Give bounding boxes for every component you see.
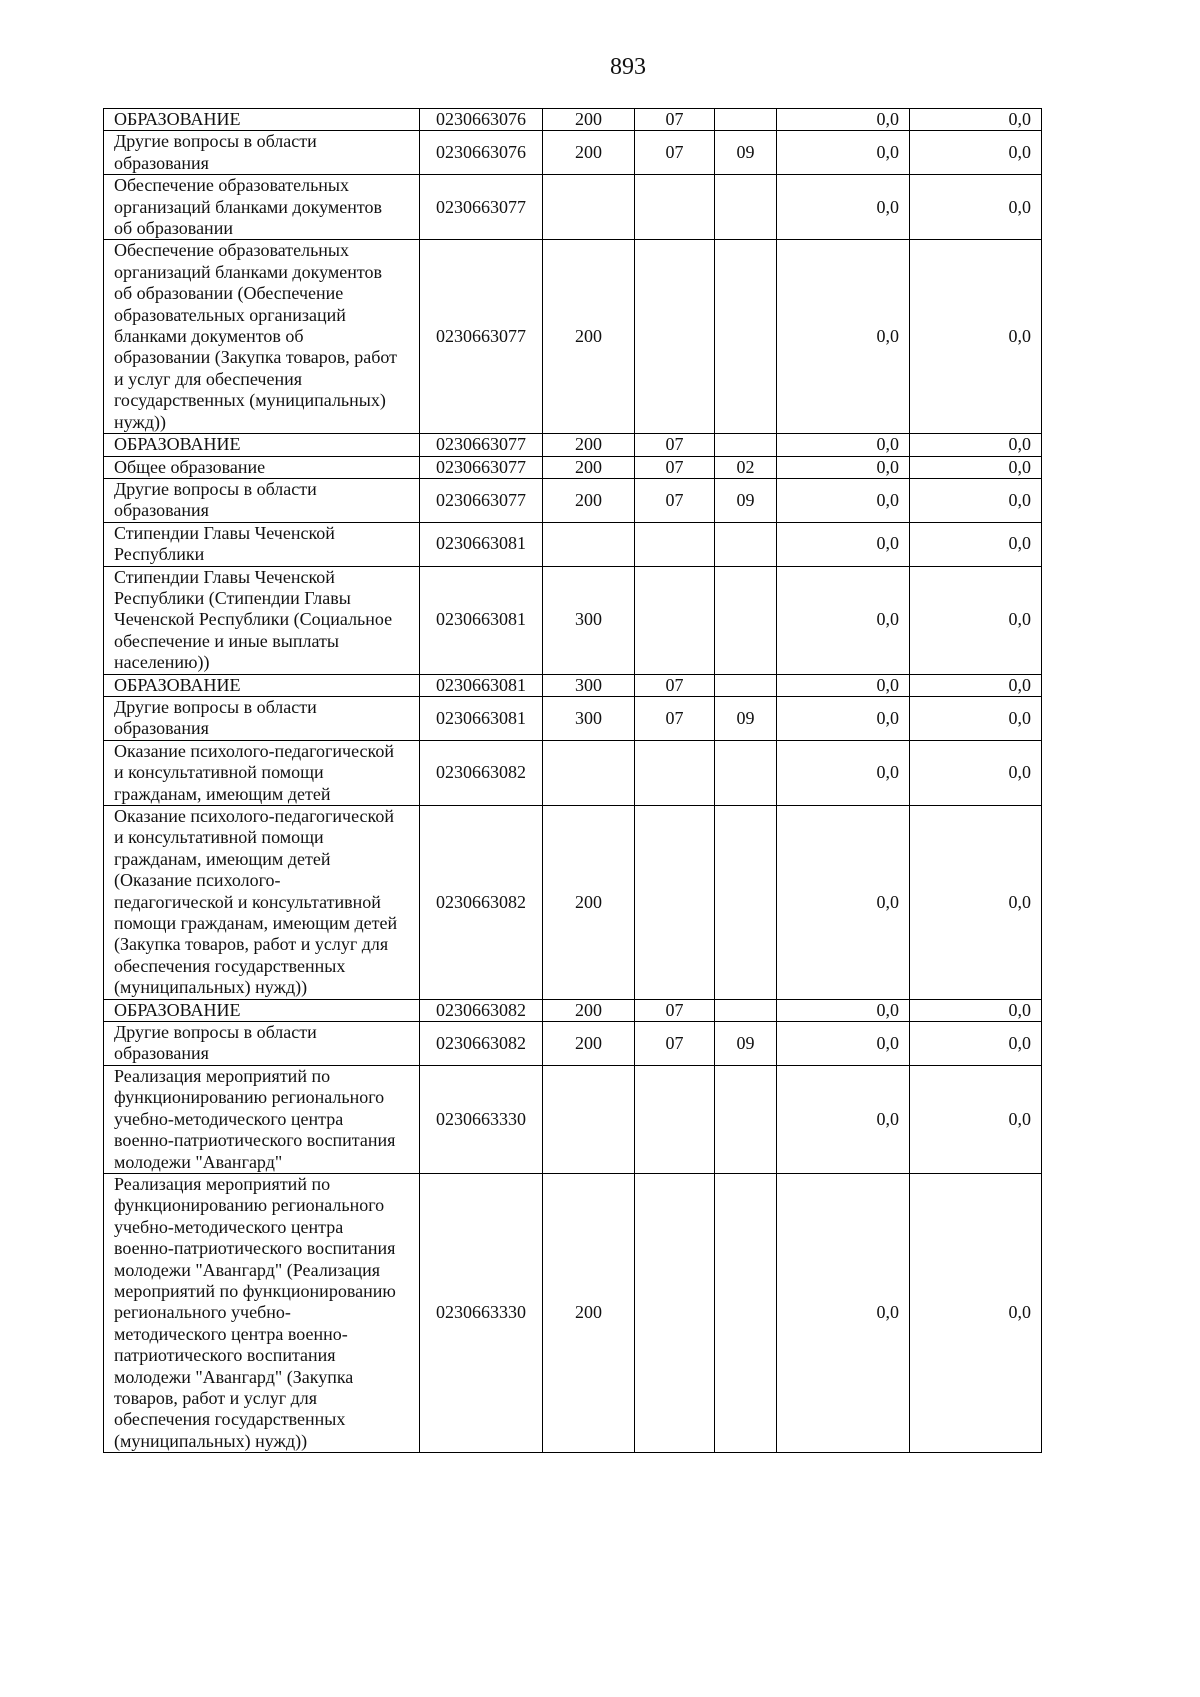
expense-type-cell: 200 — [543, 999, 635, 1021]
section-cell: 07 — [635, 999, 715, 1021]
table-row — [104, 1022, 1042, 1066]
item-name-cell: Стипендии Главы Чеченской Республики — [104, 522, 420, 566]
subsection-cell — [715, 674, 777, 696]
budget-table — [103, 108, 1042, 1453]
section-cell — [635, 806, 715, 1000]
table-row — [104, 240, 1042, 434]
amount-cell: 0,0 — [777, 131, 910, 175]
expense-type-cell: 200 — [543, 806, 635, 1000]
item-name-cell: Обеспечение образовательных организаций бланками документов об образовании — [104, 175, 420, 240]
amount-cell: 0,0 — [777, 434, 910, 456]
section-cell: 07 — [635, 696, 715, 740]
item-name-cell: Стипендии Главы Чеченской Республики (Стипендии Главы Чеченской Республики (Социальное обеспечение и иные выплаты населению)) — [104, 566, 420, 674]
subsection-cell — [715, 740, 777, 805]
table-row — [104, 566, 1042, 674]
table-row — [104, 806, 1042, 1000]
amount-cell: 0,0 — [777, 456, 910, 478]
amount-cell: 0,0 — [777, 1065, 910, 1173]
table-row — [104, 175, 1042, 240]
amount-cell: 0,0 — [910, 131, 1042, 175]
amount-cell: 0,0 — [777, 522, 910, 566]
target-code-cell: 0230663082 — [420, 806, 543, 1000]
subsection-cell — [715, 522, 777, 566]
table-row — [104, 434, 1042, 456]
amount-cell: 0,0 — [910, 696, 1042, 740]
target-code-cell: 0230663077 — [420, 434, 543, 456]
amount-cell: 0,0 — [777, 806, 910, 1000]
target-code-cell: 0230663077 — [420, 240, 543, 434]
expense-type-cell — [543, 740, 635, 805]
table-row — [104, 109, 1042, 131]
amount-cell: 0,0 — [910, 240, 1042, 434]
amount-cell: 0,0 — [910, 999, 1042, 1021]
section-cell — [635, 1065, 715, 1173]
expense-type-cell: 300 — [543, 674, 635, 696]
amount-cell: 0,0 — [910, 566, 1042, 674]
amount-cell: 0,0 — [910, 434, 1042, 456]
amount-cell: 0,0 — [777, 175, 910, 240]
amount-cell: 0,0 — [777, 566, 910, 674]
target-code-cell: 0230663077 — [420, 456, 543, 478]
amount-cell: 0,0 — [777, 674, 910, 696]
table-row — [104, 999, 1042, 1021]
item-name-cell: Реализация мероприятий по функционированию регионального учебно-методического центра военно-патриотического воспитания молодежи "Авангард" (Реализация мероприятий по функционированию регионального учебно- методического центра военно- патриотического воспитания молодежи "Авангард" (Закупка товаров, работ и услуг для обеспечения государственных (муниципальных) нужд)) — [104, 1173, 420, 1452]
expense-type-cell — [543, 1065, 635, 1173]
item-name-cell: ОБРАЗОВАНИЕ — [104, 674, 420, 696]
subsection-cell — [715, 1173, 777, 1452]
expense-type-cell: 200 — [543, 456, 635, 478]
amount-cell: 0,0 — [910, 1173, 1042, 1452]
amount-cell: 0,0 — [910, 175, 1042, 240]
table-row — [104, 674, 1042, 696]
item-name-cell: Общее образование — [104, 456, 420, 478]
table-row — [104, 456, 1042, 478]
target-code-cell: 0230663081 — [420, 522, 543, 566]
section-cell: 07 — [635, 478, 715, 522]
subsection-cell: 09 — [715, 478, 777, 522]
target-code-cell: 0230663077 — [420, 478, 543, 522]
section-cell — [635, 740, 715, 805]
item-name-cell: Оказание психолого-педагогической и консультативной помощи гражданам, имеющим детей (Оказание психолого- педагогической и консультативной помощи гражданам, имеющим детей (Закупка товаров, работ и услуг для обеспечения государственных (муниципальных) нужд)) — [104, 806, 420, 1000]
amount-cell: 0,0 — [910, 740, 1042, 805]
section-cell: 07 — [635, 109, 715, 131]
amount-cell: 0,0 — [910, 1065, 1042, 1173]
amount-cell: 0,0 — [777, 696, 910, 740]
table-row — [104, 1065, 1042, 1173]
section-cell: 07 — [635, 674, 715, 696]
section-cell — [635, 566, 715, 674]
amount-cell: 0,0 — [910, 674, 1042, 696]
subsection-cell: 02 — [715, 456, 777, 478]
item-name-cell: Оказание психолого-педагогической и консультативной помощи гражданам, имеющим детей — [104, 740, 420, 805]
target-code-cell: 0230663077 — [420, 175, 543, 240]
table-row — [104, 1173, 1042, 1452]
expense-type-cell: 300 — [543, 566, 635, 674]
table-row — [104, 696, 1042, 740]
target-code-cell: 0230663081 — [420, 566, 543, 674]
target-code-cell: 0230663082 — [420, 740, 543, 805]
target-code-cell: 0230663330 — [420, 1173, 543, 1452]
amount-cell: 0,0 — [910, 478, 1042, 522]
target-code-cell: 0230663076 — [420, 131, 543, 175]
section-cell: 07 — [635, 434, 715, 456]
target-code-cell: 0230663076 — [420, 109, 543, 131]
amount-cell: 0,0 — [777, 999, 910, 1021]
item-name-cell: ОБРАЗОВАНИЕ — [104, 999, 420, 1021]
item-name-cell: ОБРАЗОВАНИЕ — [104, 109, 420, 131]
subsection-cell — [715, 806, 777, 1000]
expense-type-cell: 200 — [543, 109, 635, 131]
expense-type-cell: 200 — [543, 434, 635, 456]
item-name-cell: Обеспечение образовательных организаций бланками документов об образовании (Обеспечение образовательных организаций бланками документов об образовании (Закупка товаров, работ и услуг для обеспечения государственных (муниципальных) нужд)) — [104, 240, 420, 434]
amount-cell: 0,0 — [910, 1022, 1042, 1066]
item-name-cell: Другие вопросы в области образования — [104, 1022, 420, 1066]
subsection-cell — [715, 566, 777, 674]
subsection-cell — [715, 109, 777, 131]
amount-cell: 0,0 — [777, 1173, 910, 1452]
subsection-cell: 09 — [715, 131, 777, 175]
expense-type-cell — [543, 175, 635, 240]
target-code-cell: 0230663330 — [420, 1065, 543, 1173]
amount-cell: 0,0 — [777, 240, 910, 434]
section-cell — [635, 240, 715, 434]
section-cell — [635, 522, 715, 566]
amount-cell: 0,0 — [777, 109, 910, 131]
page-number: 893 — [610, 54, 646, 80]
table-row — [104, 478, 1042, 522]
expense-type-cell: 200 — [543, 131, 635, 175]
amount-cell: 0,0 — [910, 109, 1042, 131]
section-cell: 07 — [635, 1022, 715, 1066]
subsection-cell: 09 — [715, 1022, 777, 1066]
subsection-cell — [715, 434, 777, 456]
amount-cell: 0,0 — [777, 740, 910, 805]
budget-table-body — [104, 109, 1042, 1453]
section-cell: 07 — [635, 456, 715, 478]
target-code-cell: 0230663081 — [420, 696, 543, 740]
item-name-cell: Реализация мероприятий по функционированию регионального учебно-методического центра военно-патриотического воспитания молодежи "Авангард" — [104, 1065, 420, 1173]
table-row — [104, 522, 1042, 566]
item-name-cell: ОБРАЗОВАНИЕ — [104, 434, 420, 456]
subsection-cell — [715, 1065, 777, 1173]
expense-type-cell: 200 — [543, 1022, 635, 1066]
expense-type-cell: 200 — [543, 478, 635, 522]
item-name-cell: Другие вопросы в области образования — [104, 478, 420, 522]
subsection-cell: 09 — [715, 696, 777, 740]
section-cell — [635, 1173, 715, 1452]
table-row — [104, 131, 1042, 175]
item-name-cell: Другие вопросы в области образования — [104, 696, 420, 740]
expense-type-cell: 200 — [543, 240, 635, 434]
amount-cell: 0,0 — [910, 522, 1042, 566]
amount-cell: 0,0 — [777, 1022, 910, 1066]
target-code-cell: 0230663082 — [420, 999, 543, 1021]
subsection-cell — [715, 999, 777, 1021]
subsection-cell — [715, 175, 777, 240]
target-code-cell: 0230663082 — [420, 1022, 543, 1066]
expense-type-cell: 300 — [543, 696, 635, 740]
item-name-cell: Другие вопросы в области образования — [104, 131, 420, 175]
target-code-cell: 0230663081 — [420, 674, 543, 696]
amount-cell: 0,0 — [910, 456, 1042, 478]
table-row — [104, 740, 1042, 805]
expense-type-cell — [543, 522, 635, 566]
amount-cell: 0,0 — [910, 806, 1042, 1000]
section-cell — [635, 175, 715, 240]
amount-cell: 0,0 — [777, 478, 910, 522]
section-cell: 07 — [635, 131, 715, 175]
expense-type-cell: 200 — [543, 1173, 635, 1452]
subsection-cell — [715, 240, 777, 434]
